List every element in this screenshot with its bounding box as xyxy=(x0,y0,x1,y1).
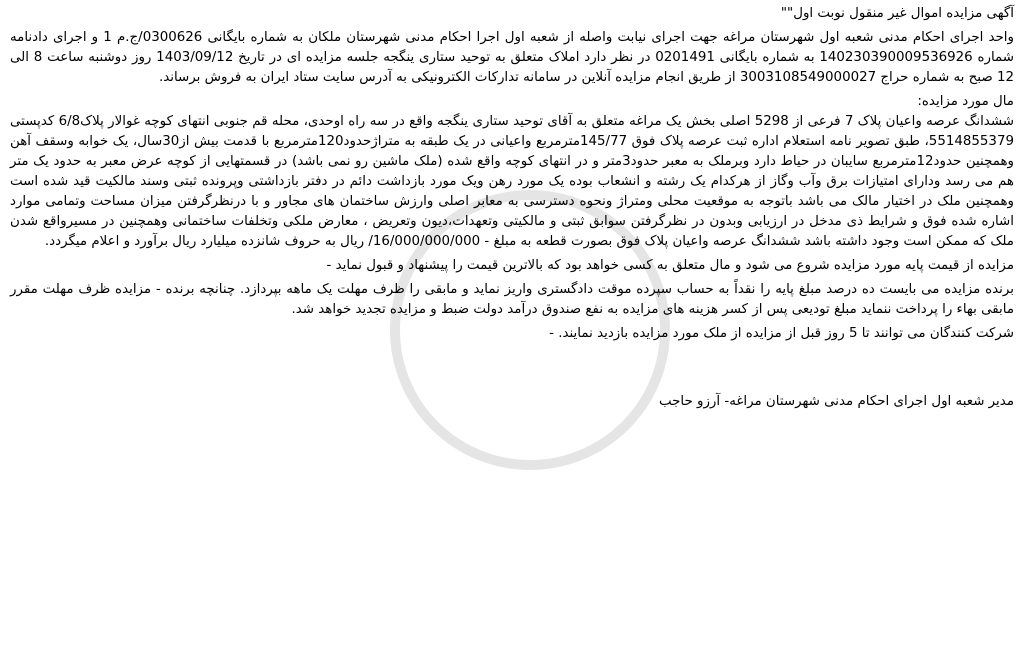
auction-rule-payment: برنده مزایده می بایست ده درصد مبلغ پایه را نقداً به حساب سپرده موقت دادگستری واریز نماید و مابقی را ظرف مهلت یک ماهه بپردازد. چنانچه برنده - مزایده ظرف مهلت مقرر مابقی بهاء را پرداخت ننماید مبلغ تودیعی پس از کسر هزینه های مزایده به نفع صندوق درآمد دولت ضبط و مزایده تجدید خواهد شد. xyxy=(10,282,1014,317)
subject-description: ششدانگ عرصه واعیان پلاک 7 فرعی از 5298 اصلی بخش یک مراغه متعلق به آقای توحید ستاری ینگجه واقع در سه راه اوحدی، محله قم جنوبی انتهای کوچه غوالار پلاک6/8 کدپستی 5514855379، طبق تصویر نامه استعلام اداره ثبت عرصه پلاک فوق 145/77مترمربع واعیانی در یک طبقه به متراژحدود120مترمربع با قدمت بیش از30سال، یک خوابه وسقف آهن وهمچنین حدود12مترمربع سایبان در حیاط دارد وبرملک به معبر حدود3متر و در انتهای کوچه واقع شده (ملک ماشین رو نمی باشد) در قسمتهایی از کوچه عرض معبر به حدود یک متر هم می رسد ودارای امتیازات برق وآب وگاز از هرکدام یک رشته و انشعاب بوده یک مورد رهن ویک مورد بازداشت دائم در دفتر بازداشتی وپرونده ثبتی وسند مالکیت قید شده است وهمچنین ملک در اختیار مالک می باشد باتوجه به موقعیت محلی ومتراژ ونحوه دسترسی به معابر اصلی وارزش ساختمان های مجاور و با درنظرگرفتن میزان مساحت وتمامی موارد اشاره شده فوق و شرایط ذی مدخل در ارزیابی وبدون در نظرگرفتن سوابق ثبتی و مالکیتی وتعهدات،دیون وتعریض ، معارض ملکی وتخلفات ساختمانی وهمچنین در مسیرواقع شدن ملک که ممکن است وجود داشته باشد ششدانگ عرصه واعیان پلاک فوق بصورت قطعه به مبلغ - 16/000/000/000/ ریال به حروف شانزده میلیارد ریال برآورد و اعلام میگردد. xyxy=(10,114,1015,249)
subject-heading: مال مورد مزایده: xyxy=(917,94,1014,109)
signature-line: مدیر شعبه اول اجرای احکام مدنی شهرستان مراغه- آرزو حاجب xyxy=(658,394,1014,409)
intro-paragraph: واحد اجرای احکام مدنی شعبه اول شهرستان مراغه جهت اجرای نیابت واصله از شعبه اول اجرا احکام مدنی شهرستان ملکان به شماره بایگانی 0300626/ج.م 1 و اجرای دادنامه شماره 14023039000953692‌6 به شماره بایگانی 0201491 در نظر دارد املاک متعلق به توحید ستاری ینگجه جلسه مزایده ای در تاریخ 1403/09/12 روز دوشنبه ساعت 8 الی 12 صبح به شماره حراج 300310854900002‌7 از طریق انجام مزایده آنلاین در سامانه تدارکات الکترونیکی به آدرس سایت ستاد ایران به فروش برساند. xyxy=(10,30,1015,85)
auction-rule-visit: شرکت کنندگان می توانند تا 5 روز قبل از مزایده از ملک مورد مزایده بازدید نمایند. - xyxy=(549,326,1014,341)
notice-title: آگهی مزایده اموال غیر منقول نوبت اول"" xyxy=(780,6,1014,21)
auction-rule-start-price: مزایده از قیمت پایه مورد مزایده شروع می شود و مال متعلق به کسی خواهد بود که بالاترین قیمت را پیشنهاد و قبول نماید - xyxy=(326,258,1014,273)
spacer xyxy=(10,348,1014,392)
